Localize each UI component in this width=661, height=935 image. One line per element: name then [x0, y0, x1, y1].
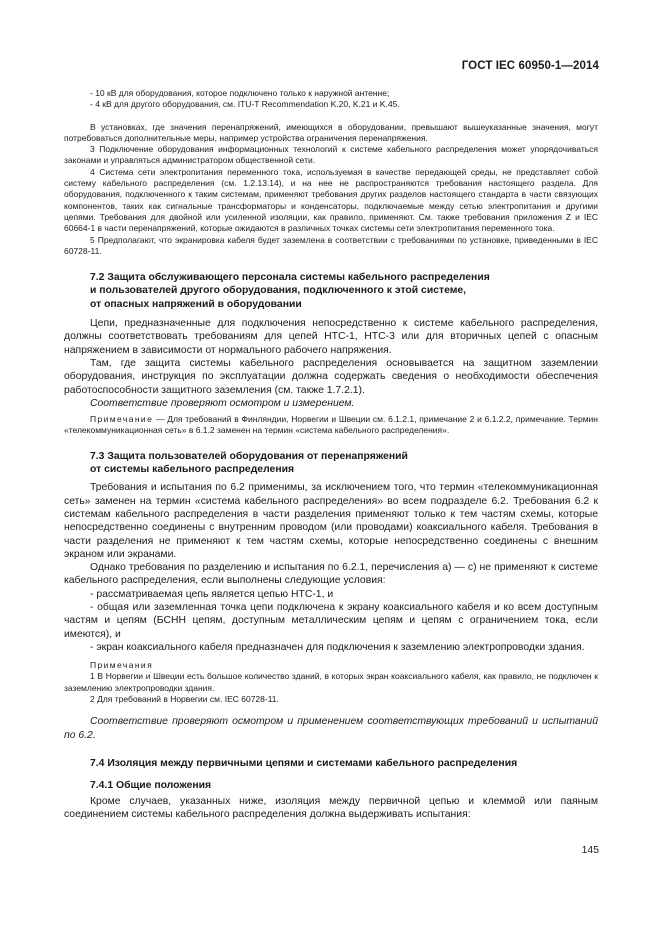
heading-line: от системы кабельного распределения — [90, 464, 295, 476]
paragraph: Кроме случаев, указанных ниже, изоляция между первичной цепью и клеммой или паяным соединением системы кабельного распределения должна выдерживать испытания: — [64, 795, 598, 820]
subsection-7-4-1-heading: 7.4.1 Общие положения — [90, 780, 212, 792]
small-paragraph: 4 Система сети электропитания переменного тока, используемая в качестве передающей среды, не представляет собой систему кабельного распределения (см. 1.2.13.14), и на нее не распространяются требования настоящего раздела. Для оборудования, подключенного к таким системам, применяют требования других разделов настоящего стандарта в части связующих компонентов, таких как сигнальные трансформаторы и конденсаторы, подключаемые между сетью электропитания и другими цепями. Требования для двойной или усиленной изоляции, как правило, применяют. См. также требования приложения Z и IEC 60664-1 в части перенапряжений, которые ожидаются в различных точках системы сети электропитания переменного тока. — [64, 166, 598, 234]
note-list-item: - 10 кВ для оборудования, которое подключено только к наружной антенне; — [90, 88, 390, 98]
condition-item: - общая или заземленная точка цепи подключена к экрану коаксиального кабеля и ко всем доступным частям и цепям (БСНН цепям, доступным металлическим цепям и цепям с ограничением тока, если имеются), и — [64, 601, 598, 640]
note: 2 Для требований в Норвегии см. IEC 60728-11. — [90, 694, 279, 705]
note-label: Примечание — [90, 414, 154, 425]
heading-line: от опасных напряжений в оборудовании — [90, 298, 302, 310]
page-content — [64, 88, 598, 821]
paragraph: Однако требования по разделению и испытания по 6.2.1, перечисления a) — c) не применяют к системе кабельного распределения, если выполнены следующие условия: — [64, 562, 598, 587]
notes-label: Примечания — [90, 660, 154, 671]
note: 1 В Норвегии и Швеции есть большое количество зданий, в которых экран коаксиального кабеля, как правило, не подключен к заземлению электропроводки здания. — [64, 671, 598, 693]
section-7-3-heading — [64, 450, 598, 477]
section-7-2-heading — [64, 271, 598, 311]
condition-item: - рассматриваемая цепь является цепью НТС-1, и — [90, 588, 334, 600]
standard-header: ГОСТ IEC 60950-1—2014 — [461, 60, 599, 72]
page-number: 145 — [581, 845, 599, 856]
heading-line: 7.2 Защита обслуживающего персонала системы кабельного распределения — [90, 272, 490, 284]
paragraph: Там, где защита системы кабельного распределения основывается на защитном заземлении оборудования, инструкция по эксплуатации должна содержать сведения о необходимости обеспечения работоспособности защитного заземления (см. также 1.7.2.1). — [64, 357, 598, 396]
small-paragraph: 5 Предполагают, что экранировка кабеля будет заземлена в соответствии с требованиями по установке, приведенными в IEC 60728-11. — [64, 234, 598, 256]
note — [64, 414, 598, 437]
paragraph: Требования и испытания по 6.2 применимы, за исключением того, что термин «телекоммуникационная сеть» заменен на термин «система кабельного распределения» во всем подразделе 6.2. Требования 6.2 к системам кабельного распределения в части разделения применяют только к тем частям схемы, которые непосредственно соединены с внутренним проводом (или проводами) коаксиального кабеля. Требования в части разделения не применяют к тем частям схемы, которые непосредственно соединены с внешним экраном или экранами. — [64, 482, 598, 560]
compliance-statement: Соответствие проверяют осмотром и применением соответствующих требований и испытаний по 6.2. — [64, 716, 598, 741]
note-text: — Для требований в Финляндии, Норвегии и Швеции см. 6.1.2.1, примечание 2 и 6.1.2.2, примечание. Термин «телекоммуникационная сеть» в 6.1.2 заменен на термин «система кабельного распределения». — [64, 414, 598, 436]
note-list-item: - 4 кВ для другого оборудования, см. ITU-T Recommendation K.20, K.21 и K.45. — [90, 99, 400, 110]
small-paragraph: В установках, где значения перенапряжений, имеющихся в оборудовании, превышают вышеуказанные значения, могут потребоваться дополнительные меры, например устройства ограничения перенапряжения. — [64, 121, 598, 143]
heading-line: 7.3 Защита пользователей оборудования от перенапряжений — [90, 450, 408, 462]
small-paragraph: 3 Подключение оборудования информационных технологий к системе кабельного распределения может упорядочиваться законами и управляться администратором общественной сети. — [64, 144, 598, 166]
section-7-4-heading: 7.4 Изоляция между первичными цепями и системами кабельного распределения — [90, 757, 518, 769]
paragraph: Цепи, предназначенные для подключения непосредственно к системе кабельного распределения, должны соответствовать требованиям для цепей НТС-1, НТС-3 или для вторичных цепей с опасным напряжением в зависимости от нормального рабочего напряжения. — [64, 318, 598, 356]
condition-item: - экран коаксиального кабеля предназначен для подключения к заземлению электропроводки здания. — [90, 641, 585, 653]
heading-line: и пользователей другого оборудования, подключенного к этой системе, — [90, 285, 467, 297]
compliance-statement: Соответствие проверяют осмотром и измерением. — [90, 397, 355, 409]
